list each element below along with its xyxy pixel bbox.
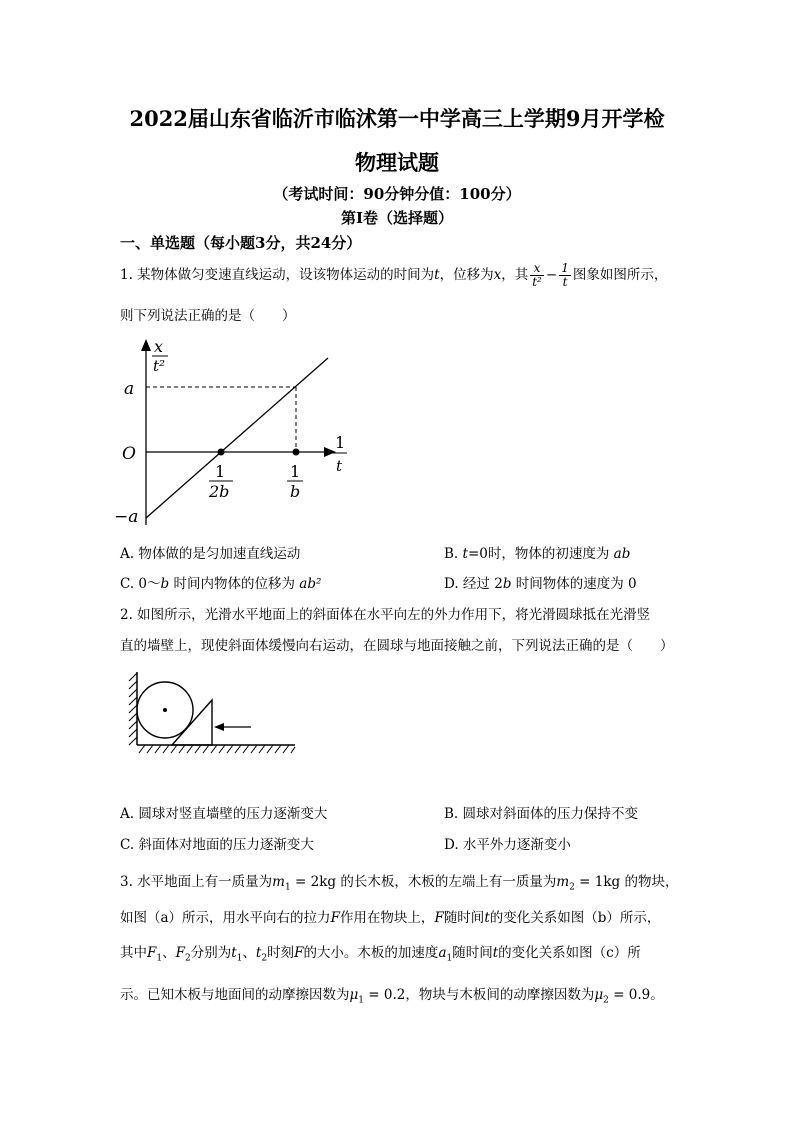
fraction-x-over-t2: $\frac{x}{\text{t²}}$: [532, 261, 542, 289]
wedge: [172, 700, 212, 745]
q1-option-c[interactable]: C. 0～b 时间内物体的位移为 ab²: [120, 576, 322, 592]
q3-stem-line3: 其中$F_1$、$F_2$分别为$t_1$、$t_2$时刻F的大小。木板的加速度$a_1$随时间t的变化关系如图（c）所: [120, 945, 641, 964]
ground-hatch: [139, 745, 295, 753]
label-a: a: [124, 379, 135, 399]
q1-option-d[interactable]: D. 经过 2b 时间物体的速度为 0: [444, 576, 637, 592]
q2-option-a[interactable]: A. 圆球对竖直墙壁的压力逐渐变大: [120, 806, 328, 822]
label-origin: O: [122, 444, 136, 464]
ball-center: [163, 708, 167, 712]
x-label-den: t: [336, 457, 343, 475]
y-label-den: t²: [153, 357, 166, 375]
graph-line: [146, 358, 328, 518]
q1-option-b[interactable]: B. t=0时，物体的初速度为 ab: [444, 546, 631, 562]
point-1-over-2b: [218, 449, 225, 456]
y-axis-arrow: [141, 339, 151, 351]
y-label-num: x: [154, 337, 164, 356]
tick1-num: 1: [215, 462, 226, 481]
section-heading: 一、单选题（每小题3分，共24分）: [120, 234, 362, 252]
point-1-over-b: [293, 449, 300, 456]
force-arrow-head: [214, 723, 224, 731]
label-neg-a: −a: [114, 507, 139, 527]
paper-title-line1: 2022届山东省临沂市临沭第一中学高三上学期9月开学检: [129, 106, 665, 131]
exam-info: （考试时间：90分钟分值：100分）: [273, 185, 521, 203]
q1-option-a[interactable]: A. 物体做的是匀加速直线运动: [120, 546, 301, 562]
q3-stem-line4: 示。已知木板与地面间的动摩擦因数为$\mu_1 = 0.2$，物块与木板间的动摩擦因数为$\mu_2 = 0.9$。: [120, 987, 664, 1006]
q2-diagram: [125, 667, 300, 755]
q2-option-d[interactable]: D. 水平外力逐渐变小: [444, 837, 571, 853]
volume-heading: 第Ⅰ卷（选择题）: [340, 209, 454, 227]
q3-stem-line2: 如图（a）所示，用水平向右的拉力F作用在物块上，F随时间t的变化关系如图（b）所示，: [120, 910, 661, 926]
q2-option-b[interactable]: B. 圆球对斜面体的压力保持不变: [444, 806, 639, 822]
q1-stem-line1: 1. 某物体做匀变速直线运动，设该物体运动的时间为t，位移为x，其 $\frac{x}{\text{t²}}$ − $\frac{1}{t}$ 图象如图所示，: [120, 261, 668, 289]
q1-graph: [110, 335, 360, 530]
x-label-num: 1: [335, 433, 346, 452]
fraction-1-over-t: $\frac{1}{t}$: [561, 261, 569, 289]
q2-stem-line2: 直的墙壁上，现使斜面体缓慢向右运动，在圆球与地面接触之前，下列说法正确的是（ ）: [120, 638, 674, 654]
paper-title-line2: 物理试题: [355, 150, 439, 175]
q1-stem-line2: 则下列说法正确的是（ ）: [120, 308, 296, 324]
tick2-num: 1: [290, 462, 301, 481]
wall-hatch: [129, 673, 137, 745]
q2-option-c[interactable]: C. 斜面体对地面的压力逐渐变大: [120, 837, 314, 853]
tick1-den: 2b: [209, 482, 230, 501]
q2-stem-line1: 2. 如图所示，光滑水平地面上的斜面体在水平向左的外力作用下，将光滑圆球抵在光滑竖: [120, 607, 651, 623]
tick2-den: b: [290, 482, 301, 501]
q3-stem-line1: 3. 水平地面上有一质量为$m_1 = 2kg$ 的长木板，木板的左端上有一质量为$m_2 = 1kg$ 的物块，: [120, 874, 679, 893]
